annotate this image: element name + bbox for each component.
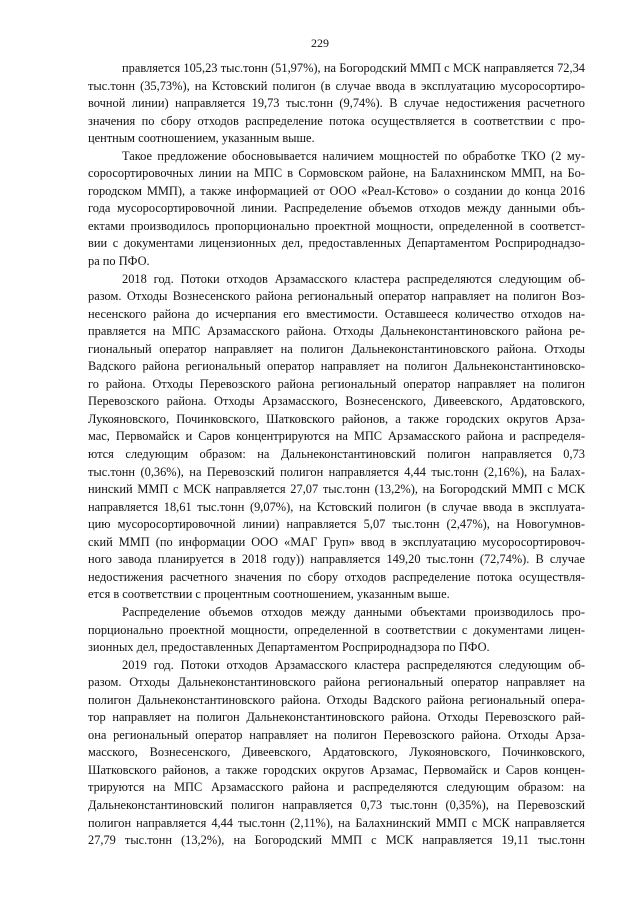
text-line: вии с документами лицензионных дел, предоставленных Департаментом Росприроднадзо- [88, 236, 585, 251]
text-line: она региональный оператор направляет на полигон Перевозского района. Отходы Арза- [88, 727, 585, 742]
text-line: городском ММП), а также информацией от ООО «Реал-Кстово» о создании до конца 2016 [88, 183, 585, 198]
paragraph [88, 271, 585, 604]
text-line: Лукояновского, Починковского, Шатковского районов, а также городских округов Арза- [88, 411, 585, 426]
text-line: значения по сбору отходов распределение потока осуществляется в соответствии с про- [88, 113, 585, 128]
text-line: правляется 105,23 тыс.тонн (51,97%), на Богородский ММП с МСК направляется 72,34 [122, 61, 585, 75]
page-number: 229 [311, 36, 329, 50]
text-line: правляется на МПС Арзамасского района. Отходы Дальнеконстантиновского района ре- [88, 324, 585, 339]
text-line: зионных дел, предоставленных Департаментом Росприроднадзора по ПФО. [88, 640, 490, 655]
text-line: года мусоросортировочной линии. Распределение объемов отходов между данными объ- [88, 201, 585, 216]
text-line: гиональный оператор направляет на полигон Дальнеконстантиновского района. Отходы [88, 341, 585, 356]
paragraph [88, 148, 585, 271]
text-line: ра по ПФО. [88, 254, 150, 269]
text-line: несенского района до исчерпания его вместимости. Оставшееся количество отходов на- [88, 306, 585, 321]
text-line: вочной линии) направляется 19,73 тыс.тонн (9,74%). В случае недостижения расчетного [88, 96, 585, 111]
text-line: Такое предложение обосновывается наличием мощностей по обработке ТКО (2 му- [122, 148, 585, 163]
text-line: разом. Отходы Дальнеконстантиновского района региональный оператор направляет на [88, 675, 585, 690]
paragraph [88, 604, 585, 657]
text-line: полигон Дальнеконстантиновского района. Отходы Вадского района региональный опера- [88, 692, 585, 707]
text-line: масского, Вознесенского, Дивеевского, Ардатовского, Лукояновского, Починковского, [88, 745, 585, 760]
text-line: тыс.тонн (0,36%), на Перевозский полигон направляется 4,44 тыс.тонн (2,16%), на Балах- [88, 464, 585, 479]
text-line: разом. Отходы Вознесенского района региональный оператор направляет на полигон Воз- [88, 289, 585, 304]
text-line: тыс.тонн (35,73%), на Кстовский полигон (в случае ввода в эксплуатацию мусоросортиро- [88, 78, 585, 93]
paragraph [88, 657, 585, 850]
text-line: Дальнеконстантиновский полигон направляется 0,73 тыс.тонн (0,35%), на Перевозский [88, 797, 585, 812]
paragraph [88, 60, 585, 148]
text-line: порционально проектной мощности, определенной в соответствии с документами лицен- [88, 622, 585, 637]
text-line: центным соотношением, указанным выше. [88, 131, 315, 146]
text-line: ются следующим образом: на Дальнеконстантиновский полигон направляется 0,73 [88, 447, 585, 462]
text-line: ский ММП (по информации ООО «МАГ Груп» ввод в эксплуатацию мусоросортировоч- [88, 534, 585, 549]
text-line: соросортировочных линии на МПС в Сормовском районе, на Балахнинском ММП, на Бо- [88, 166, 585, 181]
document-body [88, 60, 585, 850]
text-line: ектами производилось пропорционально проектной мощности, определенной в соответст- [88, 218, 585, 233]
text-line: направляется 18,61 тыс.тонн (9,07%), на Кстовский полигон (в случае ввода в эксплуата- [88, 499, 585, 514]
text-line: полигон направляется 4,44 тыс.тонн (2,11%), на Балахнинский ММП с МСК направляется [88, 815, 585, 830]
text-line: ного завода планируется в 2018 году)) направляется 149,20 тыс.тонн (72,74%). В случае [88, 552, 585, 567]
text-line: 27,79 тыс.тонн (13,2%), на Богородский ММП с МСК направляется 19,11 тыс.тонн [88, 833, 585, 848]
text-line: недостижения расчетного значения по сбору отходов распределение потока осуществля- [88, 569, 585, 584]
text-line: цию мусоросортировочной линии) направляется 5,07 тыс.тонн (2,47%), на Новогумнов- [88, 517, 585, 532]
text-line: 2019 год. Потоки отходов Арзамасского кластера распределяются следующим об- [122, 657, 585, 672]
text-line: Перевозского района. Отходы Арзамасского, Вознесенского, Дивеевского, Ардатовского, [88, 394, 585, 409]
text-line: Вадского района региональный оператор направляет на полигон Дальнеконстантиновско- [88, 359, 585, 374]
text-line: трируются на МПС Арзамасского района и распределяются следующим образом: на [88, 780, 585, 795]
text-line: нинский ММП с МСК направляется 27,07 тыс.тонн (13,2%), на Богородский ММП с МСК [88, 482, 585, 497]
text-line: мас, Первомайск и Саров концентрируются на МПС Арзамасского района и распределя- [88, 429, 585, 444]
text-line: 2018 год. Потоки отходов Арзамасского кластера распределяются следующим об- [122, 271, 585, 286]
text-line: Шатковского районов, а также городских округов Арзамас, Первомайск и Саров концен- [88, 762, 585, 777]
text-line: тор направляет на полигон Дальнеконстантиновского района. Отходы Перевозского рай- [88, 710, 585, 725]
text-line: Распределение объемов отходов между данными объектами производилось про- [122, 604, 585, 619]
text-line: ется в соответствии с процентным соотношением, указанным выше. [88, 587, 450, 602]
text-line: го района. Отходы Перевозского района региональный оператор направляет на полигон [88, 376, 585, 391]
